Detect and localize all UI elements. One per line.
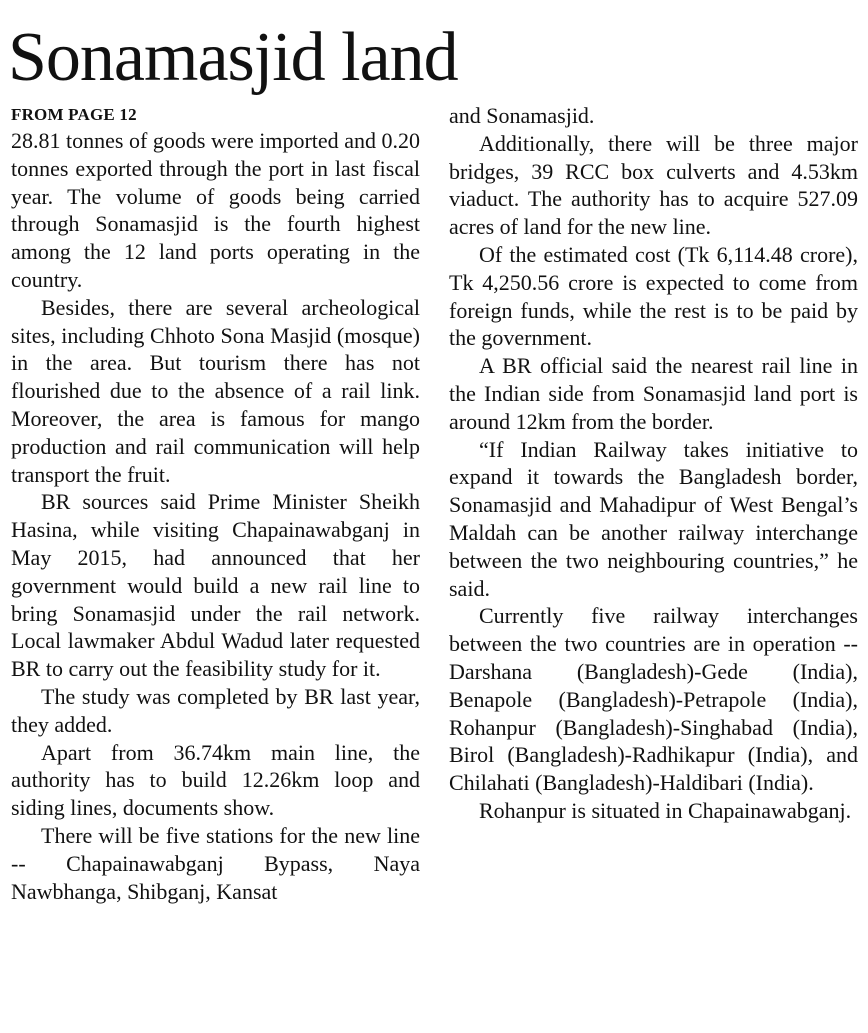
paragraph-interchanges: Currently five railway interchanges between the two countries are in operation -- Darshana (Bangladesh)-Gede (India), Benapole (Bangladesh)-Petrapole (India), Rohanpur (Bangladesh)-Singhabad (India), Birol (Bangladesh)-Radhikapur (India), and Chilahati (Bangladesh)-Haldibari (India). xyxy=(449,603,858,796)
paragraph-pm-announcement: BR sources said Prime Minister Sheikh Hasina, while visiting Chapainawabganj in May 2015, had announced that her government would build a new rail line to bring Sonamasjid under the rail network. Local lawmaker Abdul Wadud later requested BR to carry out the feasibility study for it. xyxy=(11,489,420,682)
article-column-left xyxy=(11,102,420,905)
paragraph-stations-continued: and Sonamasjid. xyxy=(449,103,595,128)
paragraph-rohanpur: Rohanpur is situated in Chapainawabganj. xyxy=(479,797,852,823)
paragraph-stations: There will be five stations for the new line -- Chapainawabganj Bypass, Naya Nawbhanga, Shibganj, Kansat xyxy=(11,822,420,904)
article-column-right xyxy=(449,102,858,825)
headline: Sonamasjid land xyxy=(8,19,458,96)
paragraph-nearest-rail-line: A BR official said the nearest rail line in the Indian side from Sonamasjid land port is around 12km from the border. xyxy=(449,353,858,434)
paragraph-archeological-sites: Besides, there are several archeological sites, including Chhoto Sona Masjid (mosque) in the area. But tourism there has not flourished due to the absence of a rail link. Moreover, the area is famous for mango production and rail communication will help transport the fruit. xyxy=(11,294,420,487)
paragraph-main-line: Apart from 36.74km main line, the authority has to build 12.26km loop and siding lines, documents show. xyxy=(11,739,420,821)
kicker: FROM PAGE 12 xyxy=(11,105,137,124)
paragraph-estimated-cost: Of the estimated cost (Tk 6,114.48 crore), Tk 4,250.56 crore is expected to come from foreign funds, while the rest is to be paid by the government. xyxy=(449,241,858,351)
paragraph-goods-volume: 28.81 tonnes of goods were imported and 0.20 tonnes exported through the port in last fiscal year. The volume of goods being carried through Sonamasjid is the fourth highest among the 12 land ports operating in the country. xyxy=(11,128,420,292)
paragraph-study-completed: The study was completed by BR last year, they added. xyxy=(11,683,420,737)
paragraph-bridges: Additionally, there will be three major bridges, 39 RCC box culverts and 4.53km viaduct. The authority has to acquire 527.09 acres of land for the new line. xyxy=(449,130,858,240)
paragraph-indian-railway-quote: “If Indian Railway takes initiative to expand it towards the Bangladesh border, Sonamasjid and Mahadipur of West Bengal’s Maldah can be another railway interchange between the two neighbouring countries,” he said. xyxy=(449,436,858,601)
